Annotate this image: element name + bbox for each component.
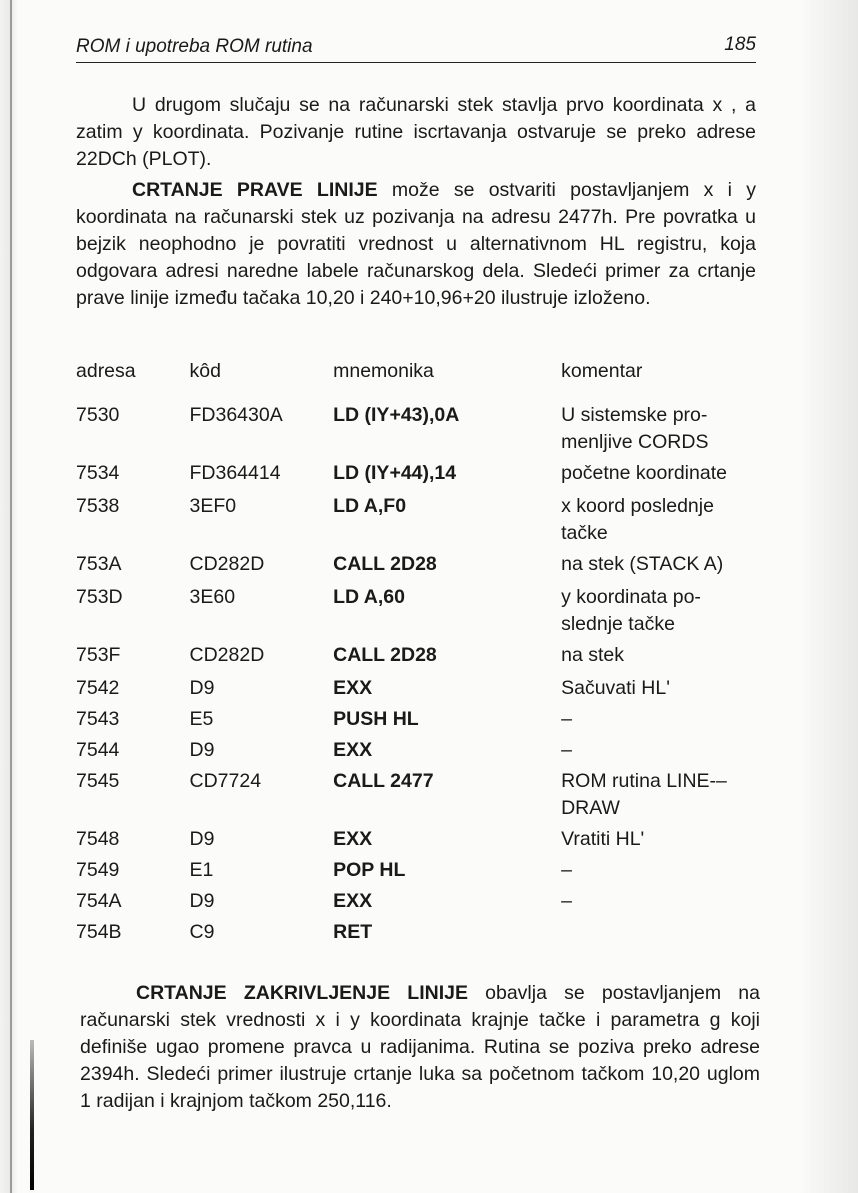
code-listing-table xyxy=(72,358,762,950)
table-header-row xyxy=(72,358,762,402)
cell-address: 7538 xyxy=(76,495,120,517)
cell-comment: U sistemske pro-menljive CORDS xyxy=(561,404,709,453)
table-row xyxy=(72,493,762,551)
cell-address: 7542 xyxy=(76,677,120,699)
cell-comment: Vratiti HL' xyxy=(561,828,645,850)
cell-comment: – xyxy=(561,708,572,730)
cell-mnemonic: PUSH HL xyxy=(333,708,419,730)
header-mnemonic: mnemonika xyxy=(333,360,434,382)
page-right-shade xyxy=(798,0,858,1193)
cell-code: D9 xyxy=(189,890,215,912)
cell-comment: na stek (STACK A) xyxy=(561,553,724,575)
table-row xyxy=(72,706,762,737)
cell-comment: ROM rutina LINE-–DRAW xyxy=(561,770,727,819)
cell-code: C9 xyxy=(189,921,215,943)
cell-mnemonic: CALL 2D28 xyxy=(333,644,437,666)
paragraph-straight-line xyxy=(76,177,756,312)
cell-code: FD36430A xyxy=(189,404,283,426)
page-edge-dark xyxy=(30,1040,34,1190)
table-row xyxy=(72,737,762,768)
table-row xyxy=(72,919,762,950)
table-row xyxy=(72,584,762,642)
cell-code: CD282D xyxy=(189,553,265,575)
table-row xyxy=(72,888,762,919)
page-spine-line xyxy=(10,0,12,1193)
table-row xyxy=(72,768,762,826)
cell-address: 7545 xyxy=(76,770,120,792)
table-row xyxy=(72,826,762,857)
cell-code: D9 xyxy=(189,739,215,761)
cell-address: 754B xyxy=(76,921,122,943)
cell-comment: Sačuvati HL' xyxy=(561,677,670,699)
heading-curved-line: CRTANJE ZAKRIVLJENJE LINIJE xyxy=(136,982,468,1004)
cell-mnemonic: EXX xyxy=(333,739,373,761)
cell-mnemonic: POP HL xyxy=(333,859,406,881)
cell-address: 7548 xyxy=(76,828,120,850)
cell-comment: – xyxy=(561,739,572,761)
cell-code: FD364414 xyxy=(189,462,281,484)
cell-comment xyxy=(561,919,762,950)
cell-mnemonic: CALL 2D28 xyxy=(333,553,437,575)
cell-address: 754A xyxy=(76,890,122,912)
table-row xyxy=(72,675,762,706)
cell-mnemonic: EXX xyxy=(333,677,373,699)
cell-address: 753A xyxy=(76,553,122,575)
cell-code: 3EF0 xyxy=(189,495,237,517)
cell-comment: y koordinata po-slednje tačke xyxy=(561,586,701,635)
page-number: 185 xyxy=(724,34,756,55)
cell-address: 7530 xyxy=(76,404,120,426)
table-row xyxy=(72,857,762,888)
cell-mnemonic: LD A,F0 xyxy=(333,495,407,517)
cell-code: CD282D xyxy=(189,644,265,666)
cell-address: 753D xyxy=(76,586,123,608)
cell-address: 753F xyxy=(76,644,121,666)
cell-comment: – xyxy=(561,890,572,912)
cell-code: CD7724 xyxy=(189,770,262,792)
header-address: adresa xyxy=(76,360,136,382)
cell-code: E5 xyxy=(189,708,214,730)
table-row xyxy=(72,460,762,493)
cell-address: 7534 xyxy=(76,462,120,484)
code-listing-body xyxy=(72,402,762,950)
cell-mnemonic: RET xyxy=(333,921,373,943)
table-row xyxy=(72,402,762,460)
table-row xyxy=(72,642,762,675)
cell-mnemonic: LD A,60 xyxy=(333,586,405,608)
cell-address: 7544 xyxy=(76,739,120,761)
header-title: ROM i upotreba ROM rutina xyxy=(76,36,313,57)
cell-address: 7543 xyxy=(76,708,120,730)
cell-code: D9 xyxy=(189,677,215,699)
cell-address: 7549 xyxy=(76,859,120,881)
cell-code: D9 xyxy=(189,828,215,850)
paragraph-plot: U drugom slučaju se na računarski stek stavlja prvo koordinata x , a zatim y koordinata. Pozivanje rutine iscrtavanja ostvaruje se preko adrese 22DCh (PLOT). xyxy=(76,94,756,170)
header-code: kôd xyxy=(189,360,221,382)
cell-comment: – xyxy=(561,859,572,881)
paragraph-straight-line-text: može se ostvariti postavljanjem x i y koordinata na računarski stek uz pozivanja na adresu 2477h. Pre povratka u bejzik neophodno je povratiti vrednost u alternativnom HL registru, koja odgovara adresi naredne labele računarskog dela. Sledeći primer za crtanje prave linije između tačaka 10,20 i 240+10,96+20 ilustruje izloženo. xyxy=(76,179,756,309)
cell-code: E1 xyxy=(189,859,214,881)
cell-mnemonic: EXX xyxy=(333,828,373,850)
cell-comment: x koord poslednje tačke xyxy=(561,495,714,544)
heading-straight-line: CRTANJE PRAVE LINIJE xyxy=(132,179,378,201)
cell-comment: početne koordinate xyxy=(561,462,727,484)
cell-code: 3E60 xyxy=(189,586,236,608)
page-spine-shadow xyxy=(0,0,18,1193)
table-row xyxy=(72,551,762,584)
paragraph-curved-line-text: obavlja se postavljanjem na računarski stek vrednosti x i y koordinata krajnje tačke i parametra g koji definiše ugao promene pravca u radijanima. Rutina se poziva preko adrese 2394h. Sledeći primer ilustruje crtanje luka sa početnom tačkom 10,20 uglom 1 radijan i krajnjom tačkom 250,116. xyxy=(80,982,760,1112)
cell-mnemonic: CALL 2477 xyxy=(333,770,434,792)
running-header xyxy=(76,34,756,63)
cell-mnemonic: LD (IY+43),0A xyxy=(333,404,460,426)
header-comment: komentar xyxy=(561,360,643,382)
paragraph-curved-line xyxy=(80,980,760,1115)
cell-mnemonic: LD (IY+44),14 xyxy=(333,462,457,484)
cell-comment: na stek xyxy=(561,644,624,666)
cell-mnemonic: EXX xyxy=(333,890,373,912)
